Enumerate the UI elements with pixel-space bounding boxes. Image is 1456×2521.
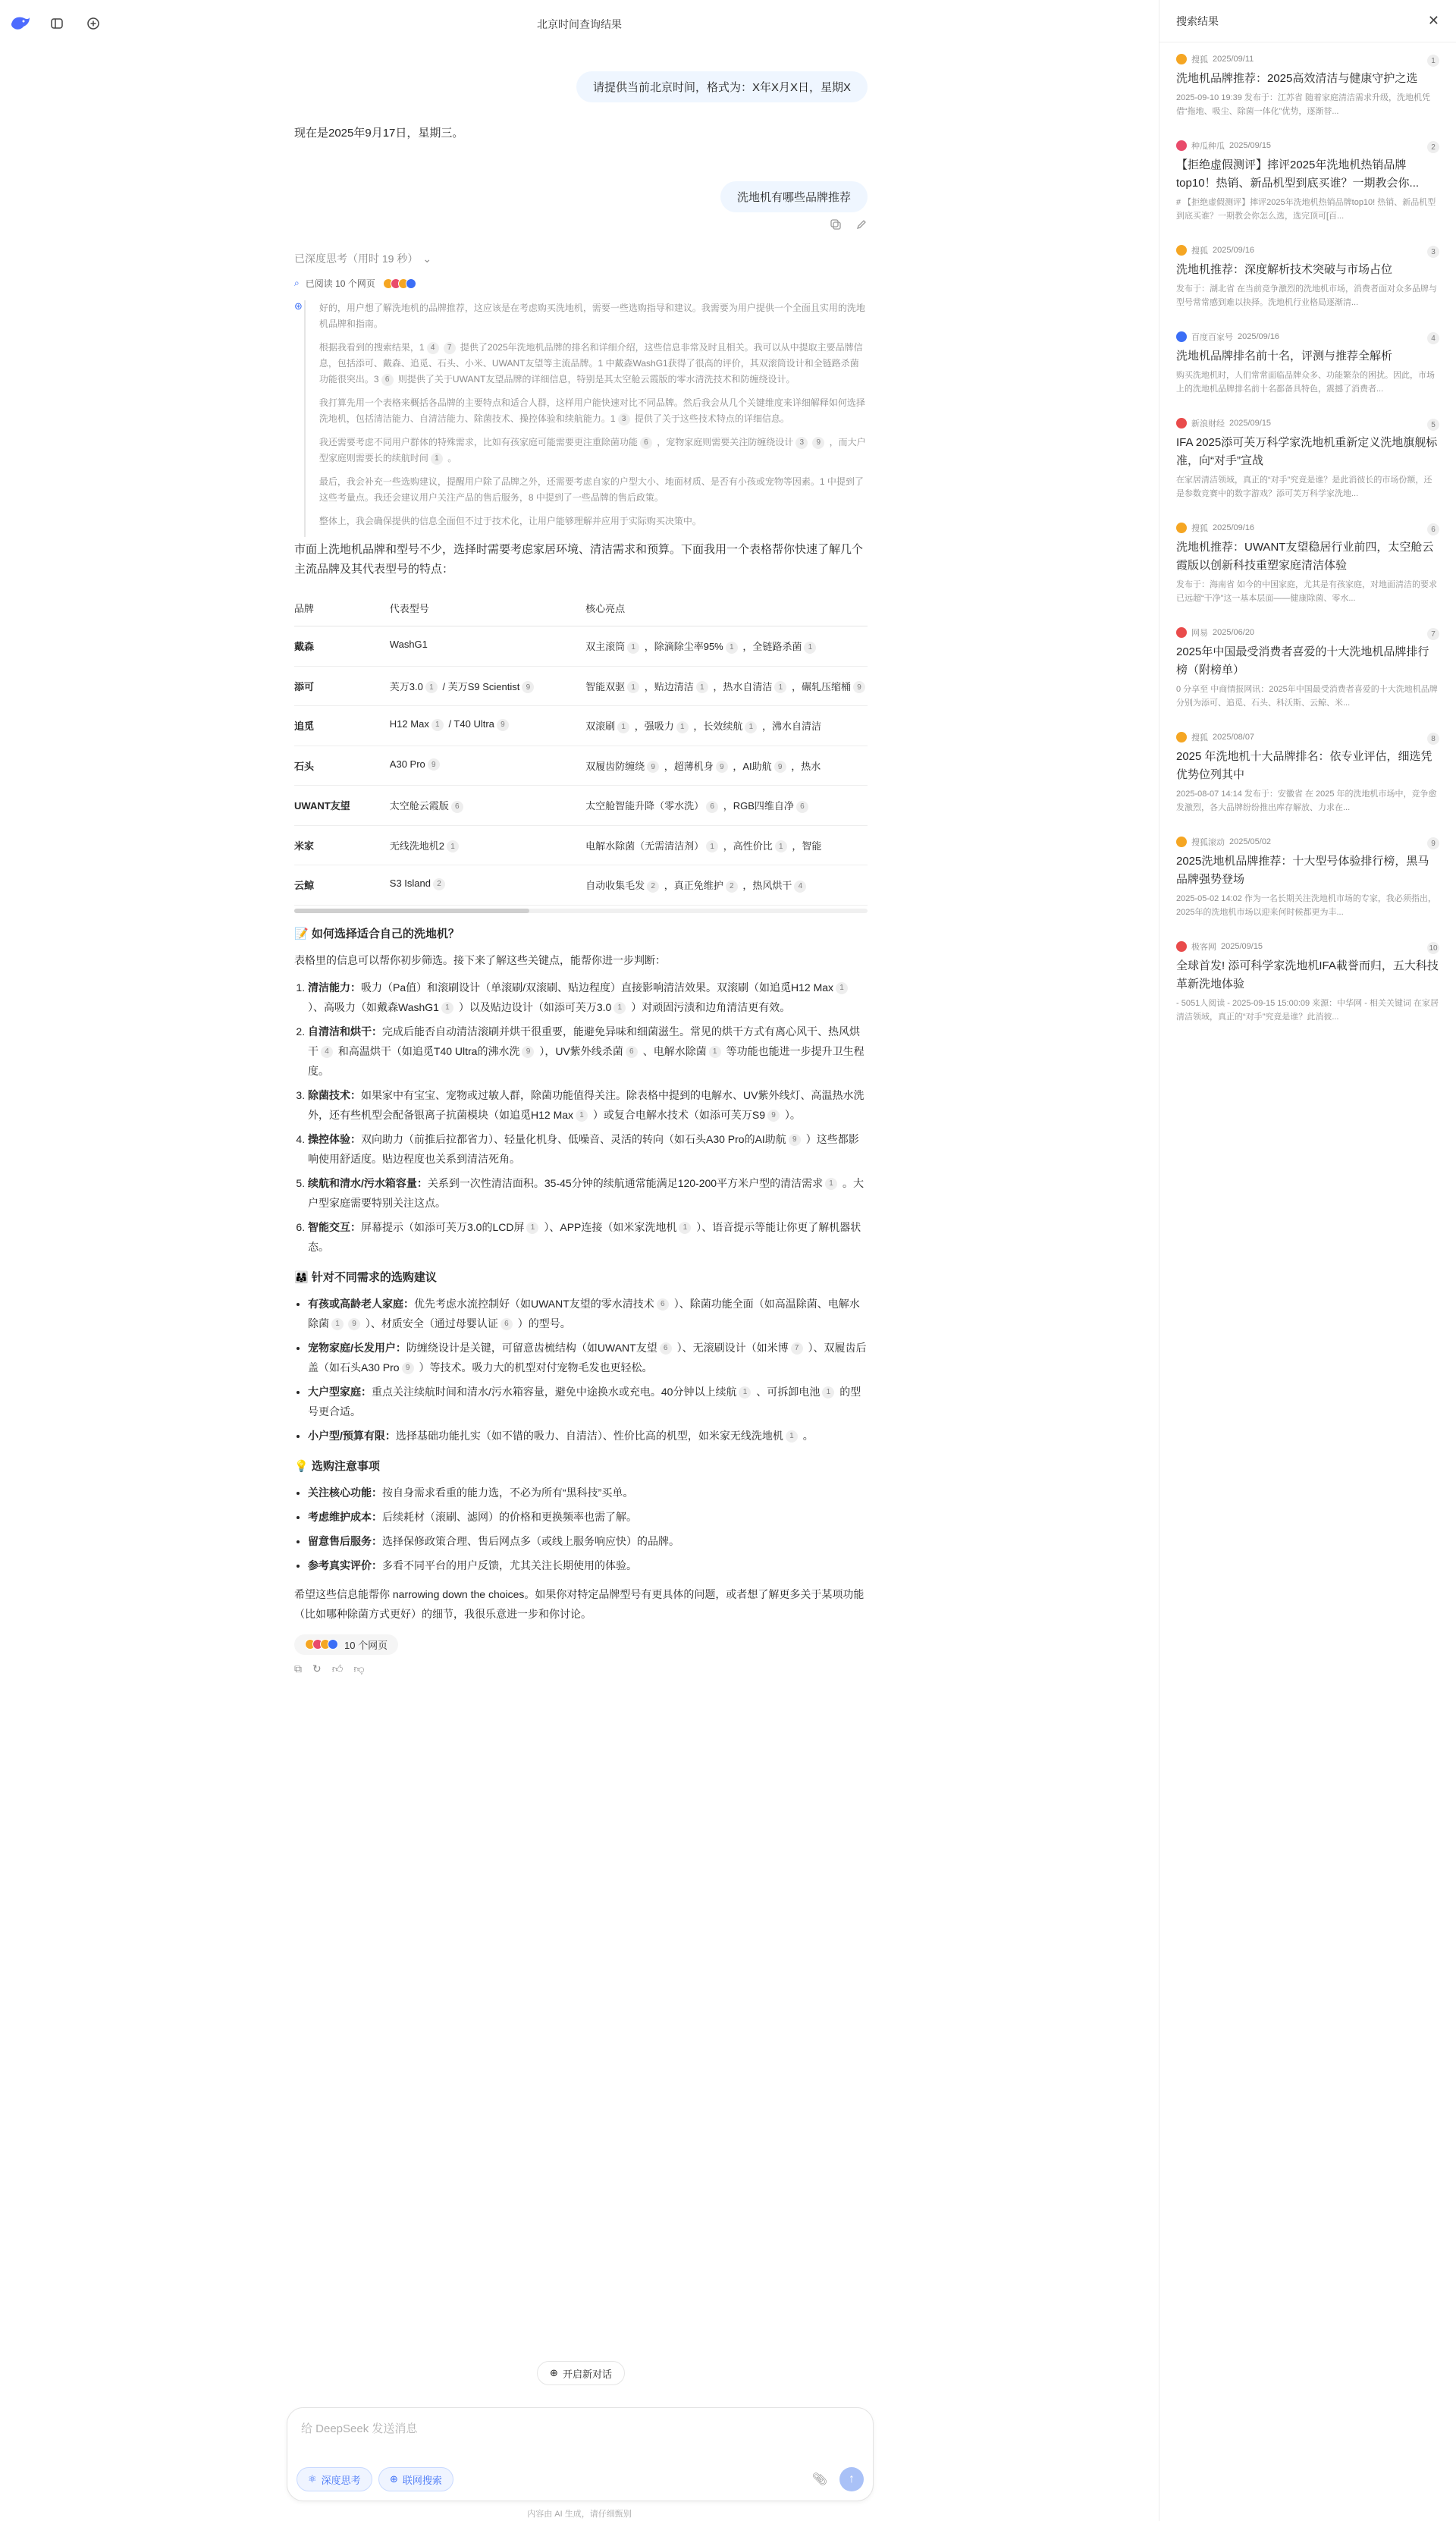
result-snippet: - 5051人阅读 - 2025-09-15 15:00:09 来源：中华网 - 相关关键词 在家居清洁领域，真正的“对手”究竟是谁？此消彼... [1176,999,1439,1022]
thinking-section [294,300,868,537]
atom-icon: ⚛ [308,2473,317,2485]
citation-badge[interactable]: 9 [647,761,659,773]
citation-badge[interactable]: 2 [647,881,659,893]
citation-badge[interactable]: 1 [617,721,629,733]
table-row [294,825,868,865]
result-date: 2025/05/02 [1229,837,1272,846]
citation-badge[interactable]: 1 [726,642,738,654]
table-cell: 太空舱智能升降（零水洗） 6 ，RGB四维自净 6 [585,786,868,826]
results-list [1159,42,1456,1034]
new-chat-label: 开启新对话 [562,2368,612,2380]
result-title[interactable]: 洗地机品牌推荐：2025高效清洁与健康守护之选 [1176,72,1418,85]
result-date: 2025/09/16 [1213,246,1255,255]
globe-icon: ⊕ [390,2473,398,2485]
result-title[interactable]: 2025洗地机品牌推荐：十大型号体验排行榜，黑马品牌强势登场 [1176,855,1429,886]
user-message [294,71,868,102]
table-header: 代表型号 [390,590,585,626]
thinking-paragraph: 整体上，我会确保提供的信息全面但不过于技术化，让用户能够理解并应用于实际购买决策中。 [318,516,701,526]
result-date: 2025/09/15 [1221,942,1263,951]
conversation-title: 北京时间查询结果 [537,18,622,30]
message-composer[interactable] [287,2407,874,2501]
table-cell: 智能双驱 1 ，贴边清洁 1 ，热水自清洁 1 ，碾轧压缩桶 9 [585,666,868,706]
source-logo-icon [1176,941,1187,952]
list-item: • 关注核心功能：按自身需求看重的能力选，不必为所有“黑科技”买单。 [308,1483,868,1502]
result-date: 2025/06/20 [1213,628,1255,637]
buying-advice-list [294,1294,868,1446]
source-logo-icon [1176,418,1187,429]
closing-paragraph: 希望这些信息能帮你 narrowing down the choices。如果你对特定品牌型号有更具体的问题，或者想了解更多关于某项功能（比如哪种除菌方式更好）的细节，我很乐意进一步和你讨论。 [294,1587,864,1620]
source-logo-icon [1176,245,1187,256]
result-index-badge: 2 [1427,141,1439,153]
citation-badge[interactable]: 1 [679,1222,691,1234]
source-logo-icon [1176,140,1187,151]
brand-table-wrapper[interactable] [294,590,868,913]
table-cell: 云鲸 [294,865,390,906]
thinking-paragraph: 根据我看到的搜索结果，1 4 7 提供了2025年洗地机品牌的排名和详细介绍，这些信息非常及时且相关。我可以从中提取主要品牌信息，包括添可、戴森、追觅、石头、小米、UWANT友望等主流品牌。1 中戴森WashG1获得了很高的评价，其双滚筒设计和全链路杀菌功能很突出。3 6 则提供了关于UWANT友望品牌的详细信息，特别是其太空舱云霞版的零水清洗技术和防缠绕设计。 [318,342,863,385]
citation-badge[interactable]: 1 [786,1430,798,1443]
thumbs-down-icon[interactable]: 👎︎ [353,1662,365,1675]
table-row [294,706,868,746]
result-source: 种瓜种瓜 [1191,142,1225,151]
selection-criteria-list [294,978,868,1257]
search-results-panel [1159,0,1456,2521]
sources-read[interactable] [294,277,868,290]
panel-header [1159,0,1456,42]
result-title[interactable]: 全球首发! 添可科学家洗地机IFA載誉而归，五大科技革新洗地体验 [1176,959,1439,991]
section-intro: 表格里的信息可以帮你初步筛选。接下来了解这些关键点，能帮你进一步判断： [294,953,666,966]
result-title[interactable]: 2025 年洗地机十大品牌排名：依专业评估，细选凭优势位列其中 [1176,750,1432,781]
list-item: • 小户型/预算有限：选择基础功能扎实（如不错的吸力、自清洁）、性价比高的机型，如米家无线洗地机 1 。 [308,1426,868,1446]
result-title[interactable]: 【拒绝虚假测评】摔评2025年洗地机热销品牌top10！热销、新品机型到底买谁？一期教会你... [1176,159,1420,190]
citation-badge[interactable]: 7 [791,1342,803,1355]
result-date: 2025/08/07 [1213,733,1255,742]
table-cell: 石头 [294,746,390,786]
result-meta [1176,940,1439,953]
citation-badge[interactable]: 9 [789,1134,801,1146]
result-date: 2025/09/11 [1213,55,1254,64]
citation-badge[interactable]: 1 [613,1002,626,1014]
sources-pill-wrapper [294,1634,868,1655]
search-icon: ⌕ [294,278,300,288]
result-snippet: 2025-05-02 14:02 作为一名长期关注洗地机市场的专家，我必须指出，2025年的洗地机市场以迎来何时候都更为丰... [1176,894,1436,917]
result-date: 2025/09/15 [1229,141,1272,150]
table-cell: 电解水除菌（无需清洁剂） 1 ，高性价比 1 ，智能 [585,825,868,865]
thinking-icon: ⊛ [294,300,303,312]
chat-column [294,0,868,1675]
list-item: • 大户型家庭：重点关注续航时间和清水/污水箱容量，避免中途换水或充电。40分钟以上续航 1 、可拆卸电池 1 的型号更合适。 [308,1382,868,1421]
result-source: 百度百家号 [1191,333,1233,342]
message-input[interactable]: 给 DeepSeek 发送消息 [301,2422,418,2435]
horizontal-scrollbar[interactable] [294,909,868,913]
search-result-card[interactable] [1159,407,1456,511]
search-result-card[interactable] [1159,320,1456,407]
user-message [294,181,868,212]
citation-badge[interactable]: 1 [825,1178,837,1190]
search-result-card[interactable] [1159,721,1456,825]
regenerate-icon[interactable]: ↻ [312,1662,322,1675]
table-cell: 双滚刷 1 ，强吸力 1 ，长效续航 1 ，沸水自清洁 [585,706,868,746]
thumbs-up-icon[interactable]: 👍︎ [331,1662,344,1675]
citation-badge[interactable]: 1 [775,840,787,852]
table-cell: 芙万3.0 1 / 芙万S9 Scientist 9 [390,666,585,706]
citation-badge[interactable]: 1 [709,1046,721,1058]
table-cell: A30 Pro 9 [390,746,585,786]
result-date: 2025/09/15 [1229,419,1272,428]
section-heading: 👨‍👩‍👧 针对不同需求的选购建议 [294,1270,437,1284]
citation-badge[interactable]: 9 [428,758,440,771]
citation-badge[interactable]: 9 [402,1362,414,1374]
search-result-card[interactable] [1159,129,1456,234]
close-icon[interactable]: ✕ [1427,13,1439,28]
user-message-actions [294,218,868,234]
citation-badge[interactable]: 6 [706,801,718,813]
result-snippet: 2025-08-07 14:14 发布于：安徽省 在 2025 年的洗地机市场中，竞争愈发激烈，各大品牌纷纷推出库存解放、力求在... [1176,790,1437,812]
list-item: 1. 清洁能力：吸力（Pa值）和滚刷设计（单滚刷/双滚刷、贴边程度）直接影响清洁效果。双滚刷（如追觅H12 Max 1 ）、高吸力（如戴森WashG1 1 ）以及贴边设计（如添可芙万3.0 1 ）对顽固污渍和边角清洁更有效。 [308,978,868,1017]
citation-badge[interactable]: 1 [696,681,708,693]
list-item: • 有孩或高龄老人家庭：优先考虑水流控制好（如UWANT友望的零水清技术 6 ）、除菌功能全面（如高温除菌、电解水除菌 1 9 ）、材质安全（通过母婴认证 6 ）的型号。 [308,1294,868,1333]
result-snippet: 发布于：海南省 如今的中国家庭，尤其是有孩家庭，对地面清洁的要求已远超“干净”这一基本层面——健康除菌、零水... [1176,580,1438,603]
copy-icon[interactable] [830,218,842,234]
table-cell: 米家 [294,825,390,865]
result-snippet: 在家居清洁领域，真正的“对手”究竟是谁？是此消彼长的市场份额，还是参数竞赛中的数字游戏？添可芙万科学家洗地... [1176,476,1432,498]
source-logo-icon [1176,54,1187,64]
result-index-badge: 3 [1427,246,1439,258]
citation-badge[interactable]: 3 [795,437,808,449]
list-item: 5. 续航和清水/污水箱容量：关系到一次性清洁面积。35-45分钟的续航通常能满足120-200平方米户型的清洁需求 1 。大户型家庭需要特别关注这点。 [308,1173,868,1213]
table-cell: 戴森 [294,626,390,667]
citation-badge[interactable]: 1 [526,1222,538,1234]
list-item: 2. 自清洁和烘干：完成后能否自动清洁滚刷并烘干很重要，能避免异味和细菌滋生。常见的烘干方式有离心风干、热风烘干 4 和高温烘干（如追觅T40 Ultra的沸水洗 9 ），UV紫外线杀菌 6 、电解水除菌 1 等功能也能进一步提升卫生程度。 [308,1022,868,1081]
chevron-down-icon: ⌄ [422,252,432,265]
result-source: 搜狐 [1191,55,1208,64]
result-snippet: 购买洗地机时，人们常常面临品牌众多、功能繁杂的困扰。因此，市场上的洗地机品牌排名前十名都备具特色，震撼了消费者... [1176,371,1435,394]
table-header: 品牌 [294,590,390,626]
deep-think-toggle[interactable] [297,2467,372,2491]
result-meta [1176,417,1439,429]
result-title[interactable]: 洗地机推荐：UWANT友望稳居行业前四，太空舱云霞版以创新科技重塑家庭清洁体验 [1176,541,1434,572]
table-cell: 追觅 [294,706,390,746]
result-index-badge: 8 [1427,733,1439,745]
result-title[interactable]: IFA 2025添可芙万科学家洗地机重新定义洗地旗舰标准，向“对手”宣战 [1176,436,1438,467]
citation-badge[interactable]: 6 [451,801,463,813]
result-source: 搜狐 [1191,733,1208,742]
source-favicons [308,1639,338,1650]
citation-badge[interactable]: 1 [804,642,816,654]
table-cell: 太空舱云霞版 6 [390,786,585,826]
result-title[interactable]: 洗地机推荐：深度解析技术突破与市场占位 [1176,263,1393,276]
brand-table [294,590,868,906]
citation-badge[interactable]: 1 [822,1386,834,1399]
citation-badge[interactable]: 1 [447,840,459,852]
attachment-icon[interactable]: 📎︎ [811,2473,827,2486]
table-row [294,626,868,667]
search-result-card[interactable] [1159,511,1456,616]
result-index-badge: 6 [1427,523,1439,535]
citation-badge[interactable]: 9 [774,761,786,773]
search-result-card[interactable] [1159,825,1456,930]
list-item: • 宠物家庭/长发用户：防缠绕设计是关键，可留意齿梳结构（如UWANT友望 6 ）、无滚刷设计（如米博 7 ）、双履齿后盖（如石头A30 Pro 9 ）等技术。吸力大的机型对付宠物毛发也更轻松。 [308,1338,868,1377]
copy-icon[interactable]: ⧉ [294,1662,302,1675]
arrow-up-icon: ↑ [849,2472,855,2485]
source-logo-icon [1176,331,1187,342]
result-snippet: 2025-09-10 19:39 发布于：江苏省 随着家庭清洁需求升级，洗地机凭借“拖地、吸尘、除菌一体化”优势，逐渐替... [1176,93,1430,116]
result-source: 新浪财经 [1191,419,1225,429]
list-item: • 留意售后服务：选择保修政策合理、售后网点多（或线上服务响应快）的品牌。 [308,1531,868,1551]
citation-badge[interactable]: 2 [433,878,445,890]
web-search-label: 联网搜索 [402,2474,442,2486]
web-search-toggle[interactable] [378,2467,453,2491]
sources-pill-label: 10 个网页 [344,1639,388,1651]
citation-badge[interactable]: 1 [431,719,444,731]
citation-badge[interactable]: 1 [745,721,757,733]
citation-badge[interactable]: 1 [441,1002,453,1014]
citation-badge[interactable]: 1 [739,1386,751,1399]
table-cell: 无线洗地机2 1 [390,825,585,865]
search-result-card[interactable] [1159,930,1456,1034]
result-index-badge: 7 [1427,628,1439,640]
table-cell: 双主滚筒 1 ，除滴除尘率95% 1 ，全链路杀菌 1 [585,626,868,667]
result-meta [1176,626,1439,639]
list-item: • 考虑维护成本：后续耗材（滚刷、滤网）的价格和更换频率也需了解。 [308,1507,868,1527]
chat-bubble-icon: ⊕ [550,2367,558,2378]
search-result-card[interactable] [1159,234,1456,320]
table-row [294,666,868,706]
search-result-card[interactable] [1159,616,1456,721]
answer-intro: 市面上洗地机品牌和型号不少，选择时需要考虑家居环境、清洁需求和预算。下面我用一个表格帮你快速了解几个主流品牌及其代表型号的特点： [294,543,864,576]
result-meta [1176,244,1439,256]
list-item: • 参考真实评价：多看不同平台的用户反馈，尤其关注长期使用的体验。 [308,1556,868,1575]
result-index-badge: 1 [1427,55,1439,67]
search-result-card[interactable] [1159,42,1456,129]
result-snippet: 发布于：湖北省 在当前竞争激烈的洗地机市场，消费者面对众多品牌与型号常常感到难以抉择。洗地机行业格局逐渐清... [1176,284,1438,307]
result-title[interactable]: 洗地机品牌排名前十名，评测与推荐全解析 [1176,350,1393,363]
table-cell: WashG1 [390,626,585,667]
citation-badge[interactable]: 1 [425,681,438,693]
section-heading: 📝 如何选择适合自己的洗地机？ [294,927,460,940]
citation-badge[interactable]: 9 [853,681,865,693]
citation-badge[interactable]: 1 [706,840,718,852]
result-meta [1176,331,1439,343]
new-chat-button[interactable] [537,2361,625,2385]
thinking-label: 已深度思考（用时 19 秒） [294,253,419,265]
result-index-badge: 4 [1427,332,1439,344]
notes-list [294,1483,868,1575]
user-message-bubble: 请提供当前北京时间，格式为：X年X月X日，星期X [576,71,868,102]
result-snippet: # 【拒绝虚假测评】摔评2025年洗地机热销品牌top10! 热销、新品机型到底买谁？一期教会你怎么选，选完顶可[百... [1176,198,1436,221]
scrollbar-thumb[interactable] [294,909,529,913]
citation-badge[interactable]: 9 [767,1110,780,1122]
thinking-paragraph: 我还需要考虑不同用户群体的特殊需求，比如有孩家庭可能需要更注重除菌功能 6 ，宠物家庭则需要关注防缠绕设计 3 9 ，而大户型家庭则需要长的续航时间 1 。 [318,437,866,463]
table-header: 核心亮点 [585,590,868,626]
sources-pill[interactable] [294,1634,398,1655]
assistant-answer: 现在是2025年9月17日，星期三。 [294,127,464,140]
citation-badge[interactable]: 9 [497,719,509,731]
result-snippet: 0 分享至 中商情报网讯：2025年中国最受消费者喜爱的十大洗地机品牌分别为添可、追觅、石头、科沃斯、云鲸、米... [1176,685,1438,708]
table-cell: 添可 [294,666,390,706]
user-message-bubble: 洗地机有哪些品牌推荐 [720,181,868,212]
citation-badge[interactable]: 1 [676,721,689,733]
citation-badge[interactable]: 1 [431,453,443,465]
result-title[interactable]: 2025年中国最受消费者喜爱的十大洗地机品牌排行榜（附榜单） [1176,645,1429,677]
table-cell: 双履齿防缠绕 9 ，超薄机身 9 ，AI助航 9 ，热水 [585,746,868,786]
table-cell: 自动收集毛发 2 ，真正免维护 2 ，热风烘干 4 [585,865,868,906]
citation-badge[interactable]: 6 [626,1046,638,1058]
citation-badge[interactable]: 1 [331,1318,344,1330]
citation-badge[interactable]: 4 [321,1046,333,1058]
citation-badge[interactable]: 9 [522,681,534,693]
citation-badge[interactable]: 4 [427,342,439,354]
section-heading: 💡 选购注意事项 [294,1459,380,1473]
table-row [294,865,868,906]
source-logo-icon [1176,732,1187,742]
citation-badge[interactable]: 1 [774,681,786,693]
thinking-content [304,300,868,537]
result-source: 搜狐 [1191,246,1208,256]
result-index-badge: 5 [1427,419,1439,431]
result-meta [1176,836,1439,848]
source-logo-icon [1176,523,1187,533]
citation-badge[interactable]: 2 [726,881,738,893]
result-source: 搜狐滚动 [1191,838,1225,847]
thinking-paragraph: 最后，我会补充一些选购建议，提醒用户除了品牌之外，还需要考虑自家的户型大小、地面材质、是否有小孩或宠物等因素。1 中提到了这些考量点。我还会建议用户关注产品的售后服务，8 中提到了一些品牌的售后政策。 [318,476,864,503]
citation-badge[interactable]: 6 [660,1342,672,1355]
answer-actions [294,1662,868,1675]
thinking-toggle[interactable] [294,251,868,266]
citation-badge[interactable]: 1 [576,1110,588,1122]
thinking-paragraph: 我打算先用一个表格来概括各品牌的主要特点和适合人群，这样用户能快速对比不同品牌。然后我会从几个关键维度来详细解释如何选择洗地机，包括清洁能力、自清洁能力、除菌技术、操控体验和续航能力。1 3 提供了关于这些技术特点的详细信息。 [318,397,865,424]
citation-badge[interactable]: 6 [657,1298,669,1311]
thinking-paragraph: 好的，用户想了解洗地机的品牌推荐，这应该是在考虑购买洗地机，需要一些选购指导和建议。我需要为用户提供一个全面且实用的洗地机品牌和指南。 [318,303,865,329]
result-source: 网易 [1191,629,1208,638]
result-meta [1176,140,1439,152]
result-date: 2025/09/16 [1213,523,1255,532]
sources-read-label: 已阅读 10 个网页 [305,278,375,289]
citation-badge[interactable]: 1 [627,681,639,693]
citation-badge[interactable]: 9 [522,1046,534,1058]
citation-badge[interactable]: 7 [444,342,456,354]
citation-badge[interactable]: 1 [836,982,848,994]
edit-icon[interactable] [855,218,868,234]
list-item: 3. 除菌技术：如果家中有宝宝、宠物或过敏人群，除菌功能值得关注。除表格中提到的电解水、UV紫外线灯、高温热水洗外，还有些机型会配备银离子抗菌模块（如追觅H12 Max 1 ）或复合电解水技术（如添可芙万S9 9 ）。 [308,1085,868,1125]
source-favicons [386,278,416,289]
citation-badge[interactable]: 3 [618,413,630,425]
result-index-badge: 9 [1427,837,1439,849]
source-logo-icon [1176,837,1187,847]
result-meta [1176,522,1439,534]
result-meta [1176,731,1439,743]
send-button[interactable] [839,2467,864,2491]
table-cell: UWANT友望 [294,786,390,826]
ai-disclaimer: 内容由 AI 生成，请仔细甄别 [527,2510,632,2519]
citation-badge[interactable]: 9 [348,1318,360,1330]
table-row [294,786,868,826]
result-source: 搜狐 [1191,524,1208,533]
list-item: 4. 操控体验：双向助力（前推后拉都省力）、轻量化机身、低噪音、灵活的转向（如石头A30 Pro的AI助航 9 ）这些都影响使用舒适度。贴边程度也关系到清洁死角。 [308,1129,868,1169]
result-source: 极客网 [1191,943,1216,952]
citation-badge[interactable]: 9 [716,761,728,773]
citation-badge[interactable]: 6 [640,437,652,449]
source-logo-icon [1176,627,1187,638]
table-cell: H12 Max 1 / T40 Ultra 9 [390,706,585,746]
table-cell: S3 Island 2 [390,865,585,906]
citation-badge[interactable]: 9 [812,437,824,449]
result-index-badge: 10 [1427,942,1439,954]
list-item: 6. 智能交互：屏幕提示（如添可芙万3.0的LCD屏 1 ）、APP连接（如米家洗地机 1 ）、语音提示等能让你更了解机器状态。 [308,1217,868,1257]
table-row [294,746,868,786]
result-meta [1176,53,1439,65]
citation-badge[interactable]: 1 [627,642,639,654]
citation-badge[interactable]: 6 [796,801,808,813]
citation-badge[interactable]: 6 [381,374,394,386]
result-date: 2025/09/16 [1238,332,1280,341]
deep-think-label: 深度思考 [321,2474,361,2486]
citation-badge[interactable]: 4 [794,881,806,893]
panel-title: 搜索结果 [1176,14,1219,27]
citation-badge[interactable]: 6 [500,1318,513,1330]
